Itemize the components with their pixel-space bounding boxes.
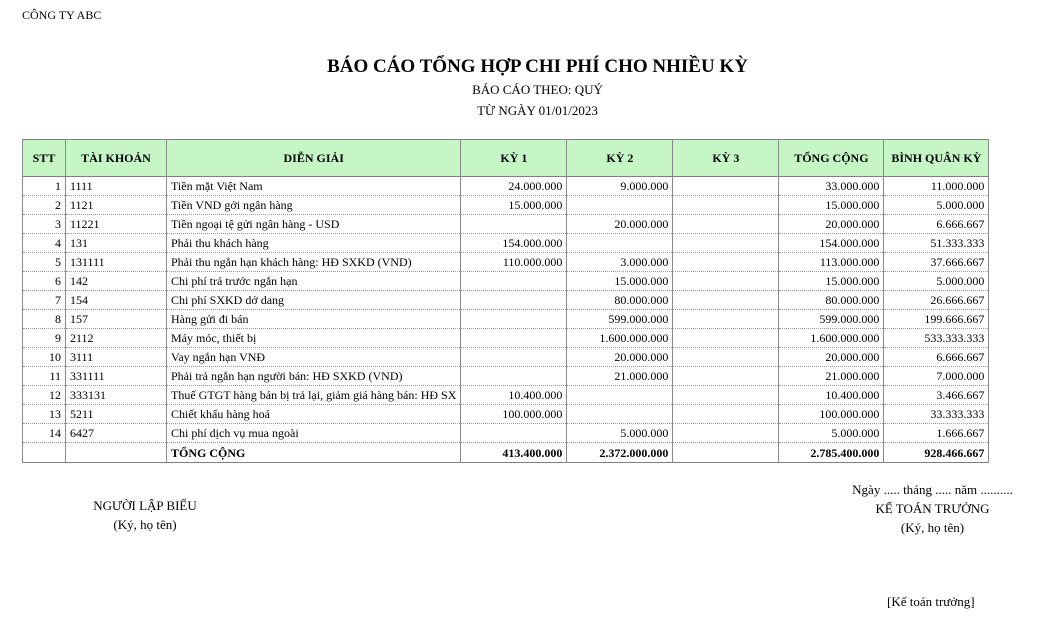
row-period-2: 3.000.000 (567, 253, 673, 272)
row-total: 15.000.000 (779, 196, 884, 215)
row-description: Chi phí trả trước ngắn hạn (167, 272, 461, 291)
row-account: 333131 (66, 386, 167, 405)
row-period-3 (673, 386, 779, 405)
row-period-1 (461, 329, 567, 348)
row-total: 33.000.000 (779, 177, 884, 196)
table-row (23, 367, 989, 386)
row-account: 11221 (66, 215, 167, 234)
row-account: 1111 (66, 177, 167, 196)
row-period-2: 20.000.000 (567, 215, 673, 234)
row-stt: 8 (23, 310, 66, 329)
row-period-3 (673, 215, 779, 234)
row-period-3 (673, 272, 779, 291)
table-row (23, 348, 989, 367)
row-total: 80.000.000 (779, 291, 884, 310)
row-period-2: 1.600.000.000 (567, 329, 673, 348)
table-header-row (23, 140, 989, 177)
row-description: Chiết khấu hàng hoá (167, 405, 461, 424)
row-period-3 (673, 234, 779, 253)
row-period-3 (673, 329, 779, 348)
row-period-3 (673, 253, 779, 272)
row-total: 1.600.000.000 (779, 329, 884, 348)
table-row (23, 329, 989, 348)
row-stt: 1 (23, 177, 66, 196)
row-account: 157 (66, 310, 167, 329)
row-total: 20.000.000 (779, 215, 884, 234)
row-total: 154.000.000 (779, 234, 884, 253)
row-stt: 9 (23, 329, 66, 348)
row-stt: 6 (23, 272, 66, 291)
row-description: Vay ngắn hạn VNĐ (167, 348, 461, 367)
table-row (23, 196, 989, 215)
row-average: 11.000.000 (884, 177, 989, 196)
total-row (23, 443, 989, 463)
cost-summary-table (22, 139, 989, 463)
row-stt: 4 (23, 234, 66, 253)
row-account: 1121 (66, 196, 167, 215)
row-total: 113.000.000 (779, 253, 884, 272)
row-period-1: 24.000.000 (461, 177, 567, 196)
row-average: 533.333.333 (884, 329, 989, 348)
row-stt: 10 (23, 348, 66, 367)
table-row (23, 291, 989, 310)
row-period-2: 599.000.000 (567, 310, 673, 329)
row-description: Phải trả ngắn hạn người bán: HĐ SXKD (VND) (167, 367, 461, 386)
row-description: Hàng gửi đi bán (167, 310, 461, 329)
row-average: 33.333.333 (884, 405, 989, 424)
row-average: 51.333.333 (884, 234, 989, 253)
row-total: 20.000.000 (779, 348, 884, 367)
row-period-2: 9.000.000 (567, 177, 673, 196)
report-title: BÁO CÁO TỔNG HỢP CHI PHÍ CHO NHIỀU KỲ (327, 56, 748, 77)
row-account: 5211 (66, 405, 167, 424)
row-period-1: 110.000.000 (461, 253, 567, 272)
row-period-1: 100.000.000 (461, 405, 567, 424)
total-stt (23, 443, 66, 463)
chief-accountant-sign-note: (Ký, họ tên) (900, 520, 965, 535)
company-name: CÔNG TY ABC (22, 8, 102, 22)
total-average: 928.466.667 (884, 443, 989, 463)
row-period-3 (673, 405, 779, 424)
table-row (23, 253, 989, 272)
table-row (23, 310, 989, 329)
row-period-1 (461, 272, 567, 291)
total-label: TỔNG CỘNG (167, 443, 461, 463)
row-average: 6.666.667 (884, 348, 989, 367)
table-row (23, 215, 989, 234)
row-stt: 13 (23, 405, 66, 424)
report-basis: BÁO CÁO THEO: QUÝ (472, 82, 603, 97)
row-period-2: 21.000.000 (567, 367, 673, 386)
total-account (66, 443, 167, 463)
table-row (23, 405, 989, 424)
row-period-3 (673, 424, 779, 443)
row-description: Phải thu khách hàng (167, 234, 461, 253)
total-period-2: 2.372.000.000 (567, 443, 673, 463)
row-account: 131111 (66, 253, 167, 272)
row-average: 37.666.667 (884, 253, 989, 272)
header-total: TỔNG CỘNG (779, 140, 884, 177)
row-average: 199.666.667 (884, 310, 989, 329)
table-row (23, 386, 989, 405)
total-period-1: 413.400.000 (461, 443, 567, 463)
row-average: 5.000.000 (884, 196, 989, 215)
row-period-2 (567, 405, 673, 424)
table-row (23, 272, 989, 291)
row-stt: 2 (23, 196, 66, 215)
row-description: Tiền ngoại tệ gửi ngân hàng - USD (167, 215, 461, 234)
total-sum: 2.785.400.000 (779, 443, 884, 463)
row-description: Thuế GTGT hàng bán bị trả lại, giảm giá hàng bán: HĐ SX (167, 386, 461, 405)
table-row (23, 234, 989, 253)
row-period-1 (461, 291, 567, 310)
row-stt: 7 (23, 291, 66, 310)
row-total: 10.400.000 (779, 386, 884, 405)
header-description: DIỄN GIẢI (167, 140, 461, 177)
row-stt: 14 (23, 424, 66, 443)
row-average: 3.466.667 (884, 386, 989, 405)
row-account: 331111 (66, 367, 167, 386)
row-total: 599.000.000 (779, 310, 884, 329)
row-average: 1.666.667 (884, 424, 989, 443)
table-row (23, 424, 989, 443)
row-period-1 (461, 348, 567, 367)
row-period-2: 5.000.000 (567, 424, 673, 443)
chief-accountant-signature-block (830, 480, 1035, 537)
row-period-3 (673, 177, 779, 196)
header-period-3: KỲ 3 (673, 140, 779, 177)
row-account: 131 (66, 234, 167, 253)
row-stt: 12 (23, 386, 66, 405)
row-total: 100.000.000 (779, 405, 884, 424)
row-average: 7.000.000 (884, 367, 989, 386)
table-row (23, 177, 989, 196)
row-description: Chi phí dịch vụ mua ngoài (167, 424, 461, 443)
row-total: 5.000.000 (779, 424, 884, 443)
signature-date-line: Ngày ..... tháng ..... năm .......... (852, 482, 1013, 497)
row-period-3 (673, 291, 779, 310)
row-period-1 (461, 215, 567, 234)
row-account: 142 (66, 272, 167, 291)
row-average: 5.000.000 (884, 272, 989, 291)
total-period-3 (673, 443, 779, 463)
row-stt: 11 (23, 367, 66, 386)
footer-note: [Kế toán trưởng] (887, 594, 975, 609)
row-period-1: 15.000.000 (461, 196, 567, 215)
header-period-2: KỲ 2 (567, 140, 673, 177)
row-period-3 (673, 348, 779, 367)
chief-accountant-title: KẾ TOÁN TRƯỞNG (875, 501, 990, 516)
row-account: 3111 (66, 348, 167, 367)
header-stt: STT (23, 140, 66, 177)
row-account: 6427 (66, 424, 167, 443)
preparer-sign-note: (Ký, họ tên) (113, 517, 177, 532)
row-description: Tiền VND gởi ngân hàng (167, 196, 461, 215)
preparer-signature-block (60, 496, 230, 534)
row-description: Phải thu ngắn hạn khách hàng: HĐ SXKD (VND) (167, 253, 461, 272)
row-average: 6.666.667 (884, 215, 989, 234)
row-total: 21.000.000 (779, 367, 884, 386)
report-from-date: TỪ NGÀY 01/01/2023 (477, 103, 598, 118)
row-period-1: 10.400.000 (461, 386, 567, 405)
row-stt: 5 (23, 253, 66, 272)
header-average: BÌNH QUÂN KỲ (884, 140, 989, 177)
table-body (23, 177, 989, 463)
row-account: 2112 (66, 329, 167, 348)
row-period-1 (461, 424, 567, 443)
header-account: TÀI KHOẢN (66, 140, 167, 177)
row-description: Tiền mặt Việt Nam (167, 177, 461, 196)
row-description: Máy móc, thiết bị (167, 329, 461, 348)
row-period-3 (673, 367, 779, 386)
row-period-2: 15.000.000 (567, 272, 673, 291)
row-period-2 (567, 234, 673, 253)
row-period-1 (461, 310, 567, 329)
row-stt: 3 (23, 215, 66, 234)
row-period-3 (673, 196, 779, 215)
row-period-1: 154.000.000 (461, 234, 567, 253)
row-period-3 (673, 310, 779, 329)
preparer-title: NGƯỜI LẬP BIỂU (93, 498, 197, 513)
row-account: 154 (66, 291, 167, 310)
row-period-2 (567, 386, 673, 405)
row-period-1 (461, 367, 567, 386)
row-period-2 (567, 196, 673, 215)
row-total: 15.000.000 (779, 272, 884, 291)
header-period-1: KỲ 1 (461, 140, 567, 177)
row-average: 26.666.667 (884, 291, 989, 310)
row-description: Chi phí SXKD dở dang (167, 291, 461, 310)
row-period-2: 20.000.000 (567, 348, 673, 367)
row-period-2: 80.000.000 (567, 291, 673, 310)
